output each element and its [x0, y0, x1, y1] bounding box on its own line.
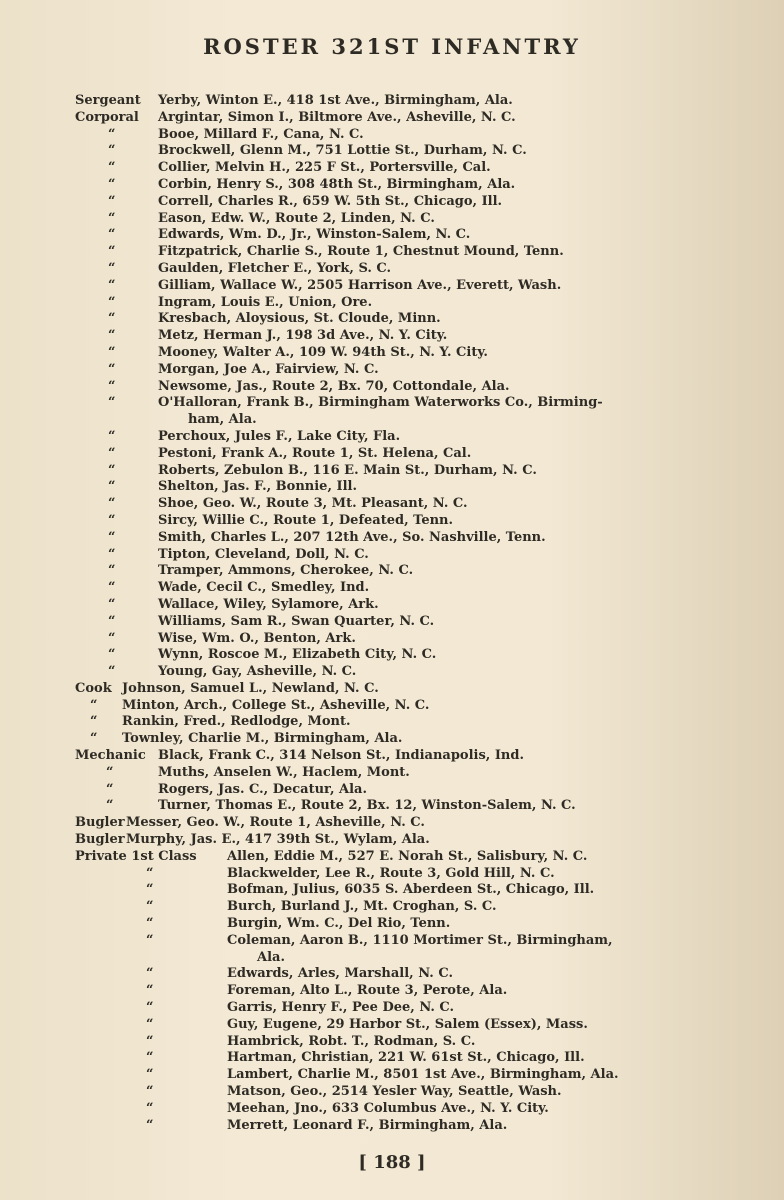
entry-text: Wise, Wm. O., Benton, Ark. — [158, 630, 356, 646]
entry-text: Yerby, Winton E., 418 1st Ave., Birmingham, Ala. — [158, 93, 513, 108]
entry-continuation: ham, Ala. — [188, 412, 257, 428]
ditto-mark: “ — [108, 529, 116, 545]
entry-text: Foreman, Alto L., Route 3, Perote, Ala. — [227, 983, 508, 999]
roster-entry — [0, 395, 784, 412]
roster-entry — [0, 849, 784, 866]
ditto-mark: “ — [108, 630, 116, 646]
ditto-mark: “ — [108, 361, 116, 377]
roster-entry — [0, 1101, 784, 1118]
entry-text: Coleman, Aaron B., 1110 Mortimer St., Birmingham, — [227, 932, 613, 948]
entry-text: Smith, Charles L., 207 12th Ave., So. Nashville, Tenn. — [158, 529, 546, 545]
entry-text: Minton, Arch., College St., Asheville, N. C. — [122, 697, 430, 713]
entry-text: Burgin, Wm. C., Del Rio, Tenn. — [227, 916, 451, 932]
roster-entry — [0, 983, 784, 1000]
roster-entry — [0, 866, 784, 883]
entry-text: Brockwell, Glenn M., 751 Lottie St., Durham, N. C. — [158, 143, 527, 159]
roster-entry — [0, 311, 784, 328]
ditto-mark: “ — [146, 1050, 154, 1066]
ditto-mark: “ — [108, 428, 116, 444]
ditto-mark: “ — [108, 462, 116, 478]
entry-text: Black, Frank C., 314 Nelson St., Indianapolis, Ind. — [158, 748, 524, 764]
entry-text: O'Halloran, Frank B., Birmingham Waterworks Co., Birming- — [158, 395, 603, 411]
ditto-mark: “ — [146, 1084, 154, 1100]
rank-label: Mechanic — [75, 748, 146, 764]
entry-text: Kresbach, Aloysious, St. Cloude, Minn. — [158, 311, 441, 327]
ditto-mark: “ — [146, 916, 154, 932]
roster-entry — [0, 950, 784, 967]
roster-entry — [0, 664, 784, 681]
entry-text: Merrett, Leonard F., Birmingham, Ala. — [227, 1117, 508, 1133]
entry-text: Gaulden, Fletcher E., York, S. C. — [158, 260, 392, 276]
entry-text: Rankin, Fred., Redlodge, Mont. — [122, 714, 351, 730]
entry-text: Blackwelder, Lee R., Route 3, Gold Hill, N. C. — [227, 865, 555, 881]
ditto-mark: “ — [108, 596, 116, 612]
entry-text: Booe, Millard F., Cana, N. C. — [158, 126, 364, 142]
roster-entry — [0, 127, 784, 144]
entry-text: Correll, Charles R., 659 W. 5th St., Chicago, Ill. — [158, 193, 503, 209]
roster-entry — [0, 547, 784, 564]
ditto-mark: “ — [108, 294, 116, 310]
ditto-mark: “ — [106, 781, 114, 797]
roster-entry — [0, 832, 784, 849]
ditto-mark: “ — [108, 647, 116, 663]
entry-text: Young, Gay, Asheville, N. C. — [158, 664, 357, 680]
entry-text: Guy, Eugene, 29 Harbor St., Salem (Essex), Mass. — [227, 1016, 588, 1032]
entry-text: Sircy, Willie C., Route 1, Defeated, Tenn. — [158, 512, 454, 528]
roster-entry — [0, 177, 784, 194]
roster-entry — [0, 815, 784, 832]
roster-entry — [0, 463, 784, 480]
roster-entry — [0, 1034, 784, 1051]
entry-continuation: Ala. — [257, 949, 285, 965]
roster-entry — [0, 933, 784, 950]
roster-entry — [0, 1050, 784, 1067]
roster-entry — [0, 1000, 784, 1017]
ditto-mark: “ — [108, 378, 116, 394]
entry-text: Hambrick, Robt. T., Rodman, S. C. — [227, 1033, 476, 1049]
page-title: ROSTER 321ST INFANTRY — [203, 34, 581, 59]
roster-entry — [0, 614, 784, 631]
ditto-mark: “ — [108, 664, 116, 680]
entry-text: Fitzpatrick, Charlie S., Route 1, Chestnut Mound, Tenn. — [158, 244, 564, 260]
roster-entry — [0, 160, 784, 177]
roster-entry — [0, 261, 784, 278]
roster-entry — [0, 412, 784, 429]
entry-text: Edwards, Arles, Marshall, N. C. — [227, 966, 453, 982]
roster-entry — [0, 916, 784, 933]
rank-label: Sergeant — [75, 93, 141, 108]
entry-text: Muths, Anselen W., Haclem, Mont. — [158, 764, 410, 780]
roster-entry — [0, 1118, 784, 1135]
ditto-mark: “ — [108, 580, 116, 596]
entry-text: Eason, Edw. W., Route 2, Linden, N. C. — [158, 210, 435, 226]
ditto-mark: “ — [108, 445, 116, 461]
ditto-mark: “ — [108, 277, 116, 293]
ditto-mark: “ — [108, 546, 116, 562]
ditto-mark: “ — [108, 563, 116, 579]
entry-text: Perchoux, Jules F., Lake City, Fla. — [158, 428, 401, 444]
ditto-mark: “ — [146, 983, 154, 999]
entry-text: Corbin, Henry S., 308 48th St., Birmingham, Ala. — [158, 176, 516, 192]
page-number: [ 188 ] — [358, 1152, 426, 1173]
roster-entry — [0, 496, 784, 513]
roster-entry — [0, 278, 784, 295]
entry-text: Collier, Melvin H., 225 F St., Portersville, Cal. — [158, 160, 491, 176]
entry-text: Edwards, Wm. D., Jr., Winston-Salem, N. C. — [158, 227, 471, 243]
roster-list — [0, 93, 784, 1134]
roster-entry — [0, 899, 784, 916]
roster-entry — [0, 513, 784, 530]
roster-entry — [0, 765, 784, 782]
ditto-mark: “ — [146, 1067, 154, 1083]
ditto-mark: “ — [90, 714, 98, 730]
roster-entry — [0, 143, 784, 160]
entry-text: Pestoni, Frank A., Route 1, St. Helena, Cal. — [158, 445, 472, 461]
roster-entry — [0, 748, 784, 765]
entry-text: Burch, Burland J., Mt. Croghan, S. C. — [227, 899, 497, 915]
ditto-mark: “ — [108, 176, 116, 192]
roster-entry — [0, 379, 784, 396]
entry-text: Murphy, Jas. E., 417 39th St., Wylam, Ala. — [126, 832, 430, 848]
entry-text: Matson, Geo., 2514 Yesler Way, Seattle, Wash. — [227, 1084, 562, 1100]
ditto-mark: “ — [146, 1100, 154, 1116]
ditto-mark: “ — [90, 697, 98, 713]
entry-text: Newsome, Jas., Route 2, Bx. 70, Cottondale, Ala. — [158, 378, 510, 394]
ditto-mark: “ — [108, 210, 116, 226]
roster-entry — [0, 798, 784, 815]
ditto-mark: “ — [106, 798, 114, 814]
ditto-mark: “ — [108, 143, 116, 159]
roster-entry — [0, 530, 784, 547]
roster-entry — [0, 1067, 784, 1084]
roster-entry — [0, 93, 784, 110]
ditto-mark: “ — [108, 160, 116, 176]
roster-entry — [0, 211, 784, 228]
roster-entry — [0, 345, 784, 362]
entry-text: Ingram, Louis E., Union, Ore. — [158, 294, 373, 310]
entry-text: Lambert, Charlie M., 8501 1st Ave., Birmingham, Ala. — [227, 1067, 619, 1083]
entry-text: Bofman, Julius, 6035 S. Aberdeen St., Chicago, Ill. — [227, 882, 595, 898]
entry-text: Mooney, Walter A., 109 W. 94th St., N. Y. City. — [158, 344, 488, 360]
ditto-mark: “ — [108, 244, 116, 260]
ditto-mark: “ — [146, 1016, 154, 1032]
roster-entry — [0, 647, 784, 664]
ditto-mark: “ — [146, 899, 154, 915]
ditto-mark: “ — [108, 496, 116, 512]
rank-label: Bugler — [75, 815, 125, 831]
roster-entry — [0, 714, 784, 731]
entry-text: Garris, Henry F., Pee Dee, N. C. — [227, 1000, 455, 1016]
entry-text: Wynn, Roscoe M., Elizabeth City, N. C. — [158, 647, 437, 663]
rank-label: Bugler — [75, 832, 125, 848]
entry-text: Allen, Eddie M., 527 E. Norah St., Salisbury, N. C. — [227, 848, 588, 864]
ditto-mark: “ — [146, 865, 154, 881]
entry-text: Roberts, Zebulon B., 116 E. Main St., Durham, N. C. — [158, 462, 537, 478]
entry-text: Johnson, Samuel L., Newland, N. C. — [122, 680, 379, 696]
ditto-mark: “ — [146, 882, 154, 898]
roster-entry — [0, 446, 784, 463]
entry-text: Tramper, Ammons, Cherokee, N. C. — [158, 563, 414, 579]
entry-text: Metz, Herman J., 198 3d Ave., N. Y. City. — [158, 328, 448, 344]
rank-label: Corporal — [75, 109, 139, 125]
ditto-mark: “ — [108, 479, 116, 495]
ditto-mark: “ — [146, 932, 154, 948]
ditto-mark: “ — [146, 966, 154, 982]
ditto-mark: “ — [108, 193, 116, 209]
roster-entry — [0, 631, 784, 648]
ditto-mark: “ — [108, 328, 116, 344]
entry-text: Messer, Geo. W., Route 1, Asheville, N. C. — [126, 815, 425, 831]
entry-text: Gilliam, Wallace W., 2505 Harrison Ave., Everett, Wash. — [158, 277, 562, 293]
ditto-mark: “ — [146, 1033, 154, 1049]
roster-entry — [0, 429, 784, 446]
ditto-mark: “ — [108, 311, 116, 327]
ditto-mark: “ — [146, 1000, 154, 1016]
entry-text: Rogers, Jas. C., Decatur, Ala. — [158, 781, 367, 797]
entry-text: Shoe, Geo. W., Route 3, Mt. Pleasant, N. C. — [158, 496, 468, 512]
entry-text: Townley, Charlie M., Birmingham, Ala. — [122, 731, 403, 747]
entry-text: Meehan, Jno., 633 Columbus Ave., N. Y. City. — [227, 1100, 549, 1116]
entry-text: Hartman, Christian, 221 W. 61st St., Chicago, Ill. — [227, 1050, 585, 1066]
ditto-mark: “ — [108, 344, 116, 360]
ditto-mark: “ — [108, 613, 116, 629]
roster-entry — [0, 882, 784, 899]
ditto-mark: “ — [90, 731, 98, 747]
entry-text: Turner, Thomas E., Route 2, Bx. 12, Winston-Salem, N. C. — [158, 798, 576, 814]
roster-entry — [0, 698, 784, 715]
roster-entry — [0, 295, 784, 312]
roster-entry — [0, 731, 784, 748]
roster-entry — [0, 597, 784, 614]
roster-entry — [0, 580, 784, 597]
roster-entry — [0, 227, 784, 244]
roster-entry — [0, 1084, 784, 1101]
ditto-mark: “ — [108, 126, 116, 142]
roster-entry — [0, 966, 784, 983]
roster-entry — [0, 362, 784, 379]
ditto-mark: “ — [106, 764, 114, 780]
roster-entry — [0, 194, 784, 211]
ditto-mark: “ — [108, 512, 116, 528]
roster-entry — [0, 479, 784, 496]
rank-label: Cook — [75, 680, 112, 696]
entry-text: Tipton, Cleveland, Doll, N. C. — [158, 546, 369, 562]
roster-entry — [0, 563, 784, 580]
ditto-mark: “ — [146, 1117, 154, 1133]
entry-text: Williams, Sam R., Swan Quarter, N. C. — [158, 613, 435, 629]
roster-entry — [0, 681, 784, 698]
entry-text: Shelton, Jas. F., Bonnie, Ill. — [158, 479, 357, 495]
rank-label: Private 1st Class — [75, 848, 197, 864]
roster-entry — [0, 1017, 784, 1034]
roster-entry — [0, 782, 784, 799]
entry-text: Wade, Cecil C., Smedley, Ind. — [158, 580, 370, 596]
ditto-mark: “ — [108, 260, 116, 276]
ditto-mark: “ — [108, 227, 116, 243]
entry-text: Morgan, Joe A., Fairview, N. C. — [158, 361, 379, 377]
entry-text: Wallace, Wiley, Sylamore, Ark. — [158, 596, 379, 612]
entry-text: Argintar, Simon I., Biltmore Ave., Asheville, N. C. — [158, 109, 516, 125]
roster-entry — [0, 244, 784, 261]
ditto-mark: “ — [108, 395, 116, 411]
roster-entry — [0, 110, 784, 127]
roster-entry — [0, 328, 784, 345]
